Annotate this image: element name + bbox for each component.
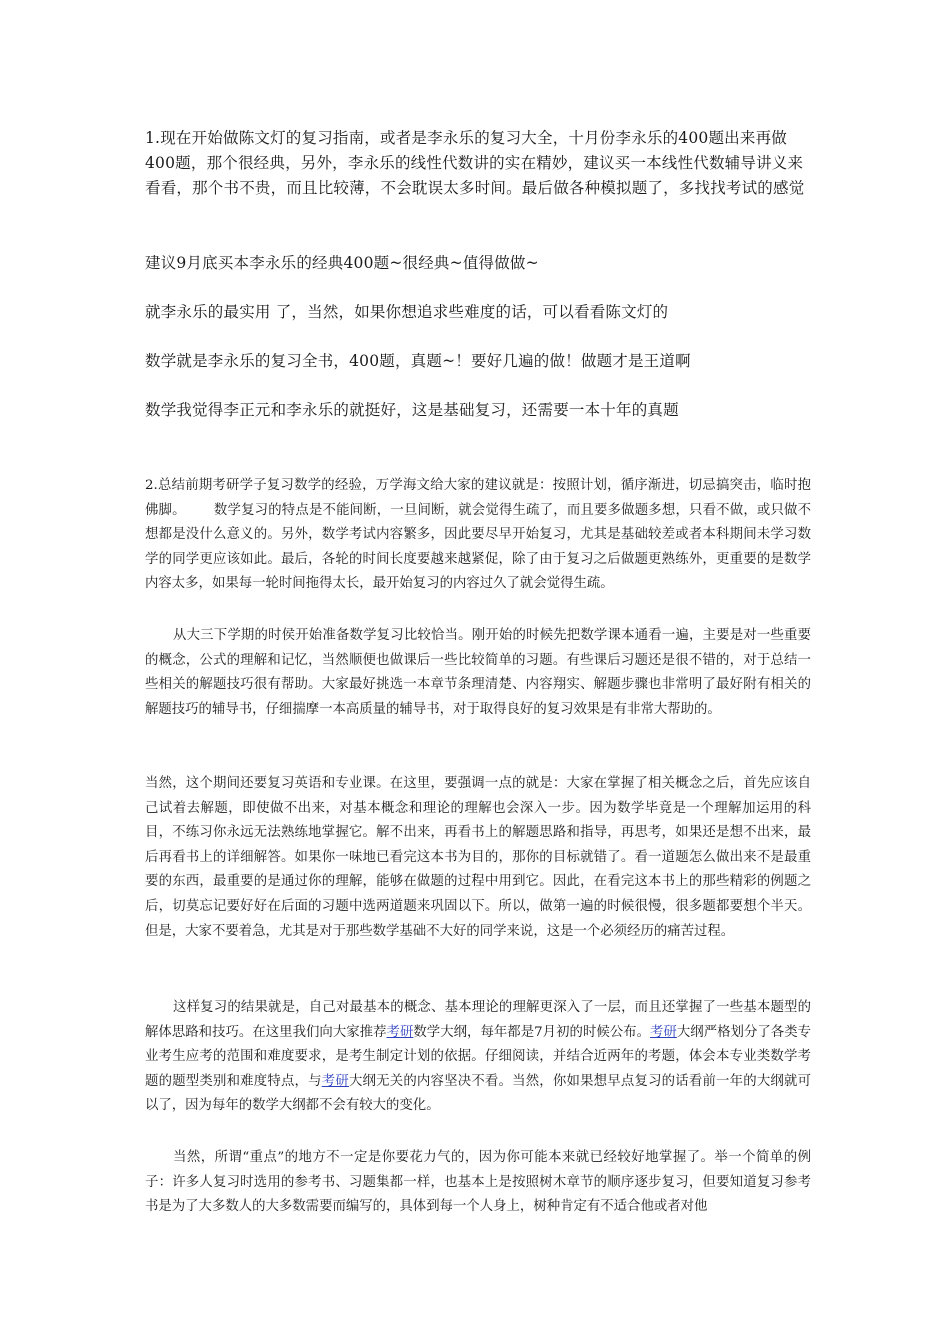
p4-text-2: 数学大纲，每年都是7月初的时候公布。: [413, 1024, 651, 1040]
paragraph-1: 1.现在开始做陈文灯的复习指南，或者是李永乐的复习大全，十月份李永乐的400题出来再做400题，那个很经典，另外，李永乐的线性代数讲的实在精妙，建议买一本线性代数辅导讲义来看看，那个书不贵，而且比较薄，不会耽误太多时间。最后做各种模拟题了，多找找考试的感觉: [145, 129, 805, 197]
paragraph-2: 建议9月底买本李永乐的经典400题~很经典~值得做做~: [145, 254, 539, 272]
section2-paragraph-5: 当然，所谓“重点”的地方不一定是你要花力气的，因为你可能本来就已经较好地掌握了。举一个简单的例子：许多人复习时选用的参考书、习题集都一样，也基本上是按照树木章节的顺序逐步复习，但要知道复习参考书是为了大多数人的大多数需要而编写的，具体到每一个人身上，树种肯定有不适合他或者对他: [145, 1150, 811, 1215]
kaoyan-link-2[interactable]: 考研: [650, 1024, 677, 1040]
section2-paragraph-4: [145, 996, 811, 1119]
section2-paragraph-3: 当然，这个期间还要复习英语和专业课。在这里，要强调一点的就是：大家在掌握了相关概念之后，首先应该自己试着去解题，即使做不出来，对基本概念和理论的理解也会深入一步。因为数学毕竟是一个理解加运用的科目，不练习你永远无法熟练地掌握它。解不出来，再看书上的解题思路和指导，再思考，如果还是想不出来，最后再看书上的详细解答。如果你一味地已看完这本书为目的，那你的目标就错了。看一道题怎么做出来不是最重要的东西，最重要的是通过你的理解，能够在做题的过程中用到它。因此，在看完这本书上的那些精彩的例题之后，切莫忘记要好好在后面的习题中选两道题来巩固以下。所以，做第一遍的时候很慢，很多题都要想个半天。但是，大家不要着急，尤其是对于那些数学基础不大好的同学来说，这是一个必须经历的痛苦过程。: [145, 776, 811, 939]
section2-paragraph-1: [145, 474, 811, 597]
section2-p1-body: 数学复习的特点是不能间断，一旦间断，就会觉得生疏了，而且要多做题多想，只看不做，或只做不想都是没什么意义的。另外，数学考试内容繁多，因此要尽早开始复习，尤其是基础较差或者本科期间未学习数学的同学更应该如此。最后，各轮的时间长度要越来越紧促，除了由于复习之后做题更熟练外，更重要的是数学内容太多，如果每一轮时间拖得太长，最开始复习的内容过久了就会觉得生疏。: [145, 502, 812, 592]
kaoyan-link-3[interactable]: 考研: [321, 1073, 349, 1089]
p4-text-3: 大纲严格划分了各类专业考生应考的范围和难度要求，是考生制定计划的依据。仔细阅读，并结合近两年的考题，体会本专业类数学考题的题型类别和难度特点，与: [145, 1024, 812, 1089]
paragraph-4: 数学就是李永乐的复习全书，400题，真题~！要好几遍的做！做题才是王道啊: [145, 352, 691, 370]
paragraph-3: 就李永乐的最实用 了，当然，如果你想追求些难度的话，可以看看陈文灯的: [145, 303, 669, 321]
p4-text-1: 这样复习的结果就是，自己对最基本的概念、基本理论的理解更深入了一层，而且还掌握了一些基本题型的解体思路和技巧。在这里我们向大家推荐: [145, 1000, 811, 1040]
kaoyan-link-1[interactable]: 考研: [386, 1024, 414, 1040]
paragraph-5: 数学我觉得李正元和李永乐的就挺好，这是基础复习，还需要一本十年的真题: [145, 401, 679, 419]
p4-text-4: 大纲无关的内容坚决不看。当然，你如果想早点复习的话看前一年的大纲就可以了，因为每年的数学大纲都不会有较大的变化。: [145, 1073, 812, 1114]
section2-paragraph-2: 从大三下学期的时侯开始准备数学复习比较恰当。刚开始的时候先把数学课本通看一遍，主要是对一些重要的概念，公式的理解和记忆，当然顺便也做课后一些比较简单的习题。有些课后习题还是很不错的，对于总结一些相关的解题技巧很有帮助。大家最好挑选一本章节条理清楚、内容翔实、解题步骤也非常明了最好附有相关的解题技巧的辅导书，仔细揣摩一本高质量的辅导书，对于取得良好的复习效果是有非常大帮助的。: [145, 628, 811, 717]
section2-p1-lead: 2.总结前期考研学子复习数学的经验，万学海文给大家的建议就是：按照计划，循序渐进，切忌搞突击，临时抱佛脚。: [145, 478, 811, 518]
